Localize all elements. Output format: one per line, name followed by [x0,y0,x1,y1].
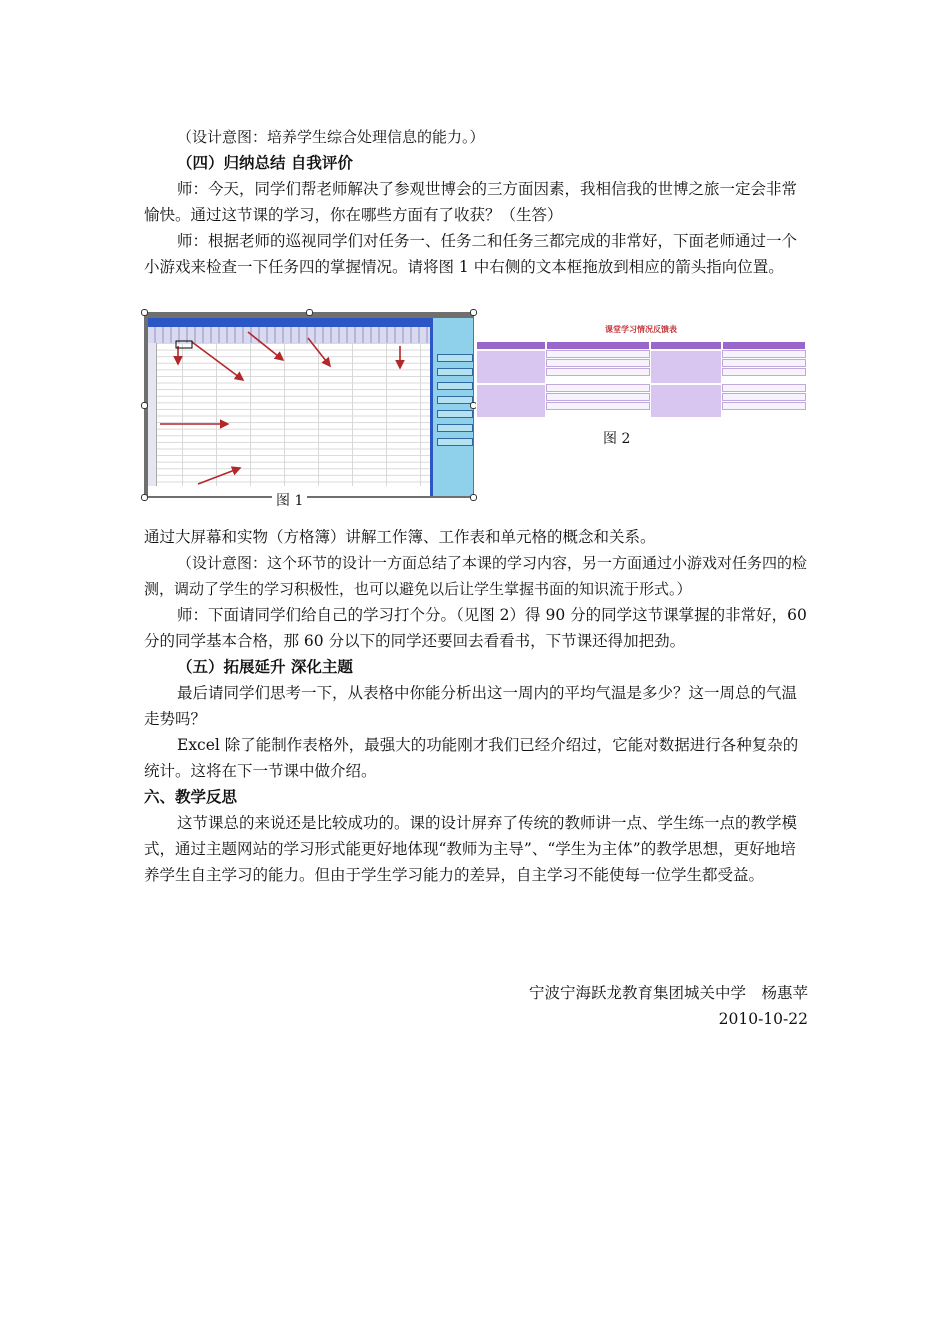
figure-1-caption: 图 1 [272,490,307,510]
excel-window [148,318,434,496]
teacher-paragraph-1: 师：今天，同学们帮老师解决了参观世博会的三方面因素，我相信我的世博之旅一定会非常愉快。通过这节课的学习，你在哪些方面有了收获？（生答） [144,180,798,224]
figure-2-caption: 图 2 [603,431,631,447]
heading-section-4: （四）归纳总结 自我评价 [177,153,353,172]
drag-textbox[interactable] [437,382,473,390]
teacher-paragraph-3: 师：下面请同学们给自己的学习打个分。（见图 2）得 90 分的同学这节课掌握的非常好，60 分的同学基本合格，那 60 分以下的同学还要回去看看书，下节课还得加把劲。 [144,606,807,650]
design-intent-1: （设计意图：培养学生综合处理信息的能力。） [177,128,485,146]
drag-textbox[interactable] [437,424,473,432]
author-signature: 宁波宁海跃龙教育集团城关中学 杨惠苹 [528,984,808,1002]
drag-textbox[interactable] [437,354,473,362]
design-intent-2: （设计意图：这个环节的设计一方面总结了本课的学习内容，另一方面通过小游戏对任务四的检测，调动了学生的学习积极性，也可以避免以后让学生掌握书面的知识流于形式。） [144,554,808,598]
drag-textbox-panel [430,318,473,496]
drag-textbox[interactable] [437,368,473,376]
figure-2-feedback-table [476,322,806,426]
resize-handle[interactable] [141,494,148,501]
signature-date: 2010-10-22 [718,1010,808,1028]
feedback-table-title: 课堂学习情况反馈表 [605,324,677,334]
teacher-paragraph-2: 师：根据老师的巡视同学们对任务一、任务二和任务三都完成的非常好，下面老师通过一个小游戏来检查一下任务四的掌握情况。请将图 1 中右侧的文本框拖放到相应的箭头指向位置。 [144,232,798,276]
heading-section-6: 六、教学反思 [144,787,238,806]
resize-handle[interactable] [470,494,477,501]
excel-note-paragraph: Excel 除了能制作表格外，最强大的功能刚才我们已经介绍过，它能对数据进行各种复杂的统计。这将在下一节课中做介绍。 [144,736,799,780]
heading-section-5: （五）拓展延升 深化主题 [177,657,353,676]
resize-handle[interactable] [141,309,148,316]
reflection-paragraph: 这节课总的来说还是比较成功的。课的设计屏弃了传统的教师讲一点、学生练一点的教学模式，通过主题网站的学习形式能更好地体现“教师为主导”、“学生为主体”的教学思想，更好地培养学生自主学习的能力。但由于学生学习能力的差异，自主学习不能使每一位学生都受益。 [144,814,798,884]
drag-textbox[interactable] [437,396,473,404]
resize-handle[interactable] [306,309,313,316]
drag-textbox[interactable] [437,410,473,418]
arrows-overlay [148,318,434,496]
final-question-paragraph: 最后请同学们思考一下，从表格中你能分析出这一周内的平均气温是多少？这一周总的气温走势吗？ [144,684,798,728]
resize-handle[interactable] [470,309,477,316]
explain-paragraph: 通过大屏幕和实物（方格簿）讲解工作簿、工作表和单元格的概念和关系。 [144,528,656,546]
drag-textbox[interactable] [437,438,473,446]
figure-1-excel-screenshot [144,312,474,498]
resize-handle[interactable] [141,402,148,409]
